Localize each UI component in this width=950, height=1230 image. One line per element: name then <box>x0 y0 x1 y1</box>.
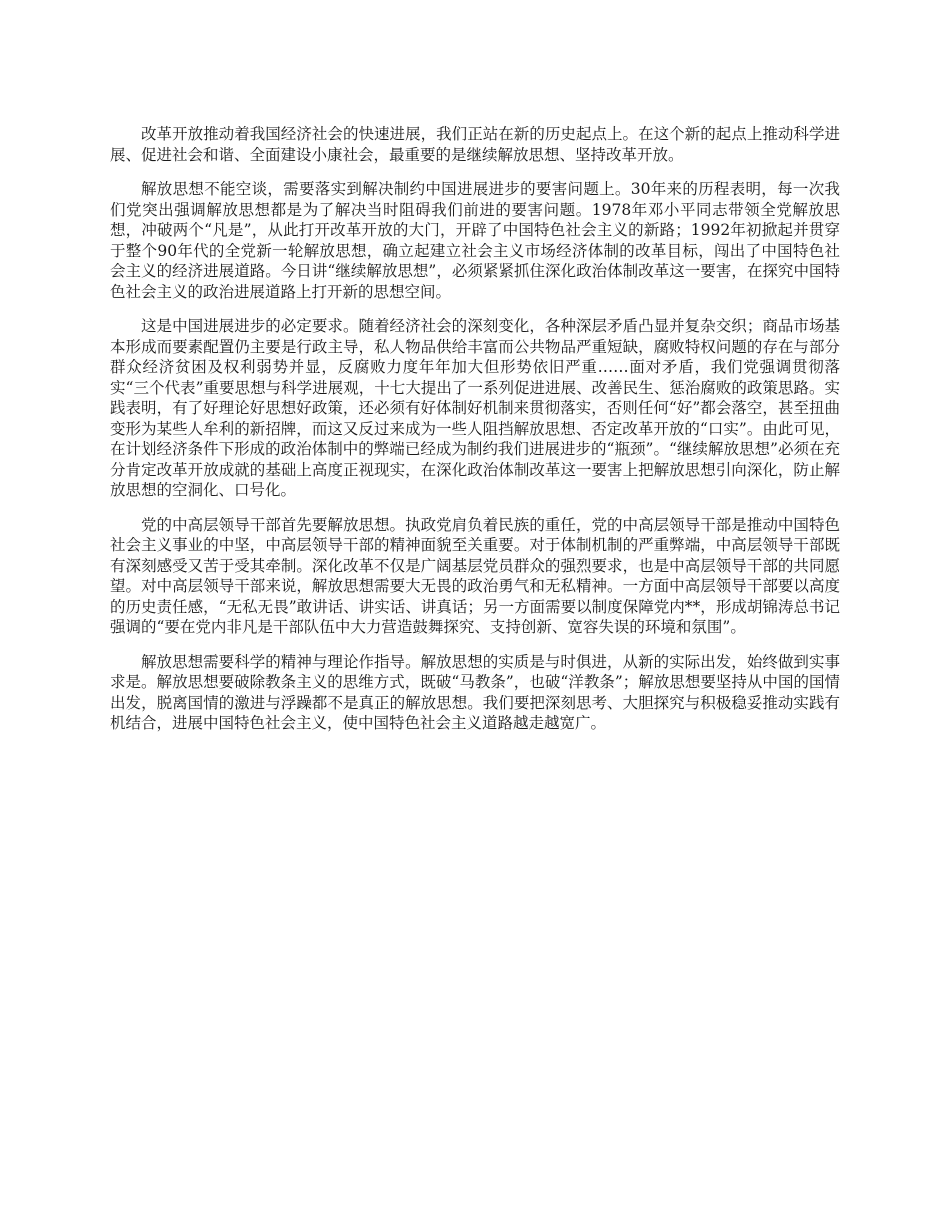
paragraph-5: 解放思想需要科学的精神与理论作指导。解放思想的实质是与时俱进，从新的实际出发，始终做到实事求是。解放思想要破除教条主义的思维方式，既破“马教条”，也破“洋教条”；解放思想要坚持从中国的国情出发，脱离国情的激进与浮躁都不是真正的解放思想。我们要把深刻思考、大胆探究与积极稳妥推动实践有机结合，进展中国特色社会主义，使中国特色社会主义道路越走越宽广。 <box>110 652 840 732</box>
document-body <box>110 124 840 748</box>
paragraph-4: 党的中高层领导干部首先要解放思想。执政党肩负着民族的重任，党的中高层领导干部是推动中国特色社会主义事业的中坚，中高层领导干部的精神面貌至关重要。对于体制机制的严重弊端，中高层领导干部既有深刻感受又苦于受其牵制。深化改革不仅是广阔基层党员群众的强烈要求，也是中高层领导干部的共同愿望。对中高层领导干部来说，解放思想需要大无畏的政治勇气和无私精神。一方面中高层领导干部要以高度的历史责任感，“无私无畏”敢讲话、讲实话、讲真话；另一方面需要以制度保障党内**，形成胡锦涛总书记强调的“要在党内非凡是干部队伍中大力营造鼓舞探究、支持创新、宽容失误的环境和氛围”。 <box>110 515 840 636</box>
paragraph-1: 改革开放推动着我国经济社会的快速进展，我们正站在新的历史起点上。在这个新的起点上推动科学进展、促进社会和谐、全面建设小康社会，最重要的是继续解放思想、坚持改革开放。 <box>110 125 840 164</box>
paragraph-3: 这是中国进展进步的必定要求。随着经济社会的深刻变化，各种深层矛盾凸显并复杂交织；商品市场基本形成而要素配置仍主要是行政主导，私人物品供给丰富而公共物品严重短缺，腐败特权问题的存在与部分群众经济贫困及权利弱势并显，反腐败力度年年加大但形势依旧严重……面对矛盾，我们党强调贯彻落实“三个代表”重要思想与科学进展观，十七大提出了一系列促进进展、改善民生、惩治腐败的政策思路。实践表明，有了好理论好思想好政策，还必须有好体制好机制来贯彻落实，否则任何“好”都会落空，甚至扭曲变形为某些人牟利的新招牌，而这又反过来成为一些人阻挡解放思想、否定改革开放的“口实”。由此可见，在计划经济条件下形成的政治体制中的弊端已经成为制约我们进展进步的“瓶颈”。“继续解放思想”必须在充分肯定改革开放成就的基础上高度正视现实，在深化政治体制改革这一要害上把解放思想引向深化，防止解放思想的空洞化、口号化。 <box>110 317 840 499</box>
paragraph-2: 解放思想不能空谈，需要落实到解决制约中国进展进步的要害问题上。30年来的历程表明，每一次我们党突出强调解放思想都是为了解决当时阻碍我们前进的要害问题。1978年邓小平同志带领全党解放思想，冲破两个“凡是”，从此打开改革开放的大门，开辟了中国特色社会主义的新路；1992年初掀起并贯穿于整个90年代的全党新一轮解放思想，确立起建立社会主义市场经济体制的改革目标，闯出了中国特色社会主义的经济进展道路。今日讲“继续解放思想”，必须紧紧抓住深化政治体制改革这一要害，在探究中国特色社会主义的政治进展道路上打开新的思想空间。 <box>110 180 840 301</box>
